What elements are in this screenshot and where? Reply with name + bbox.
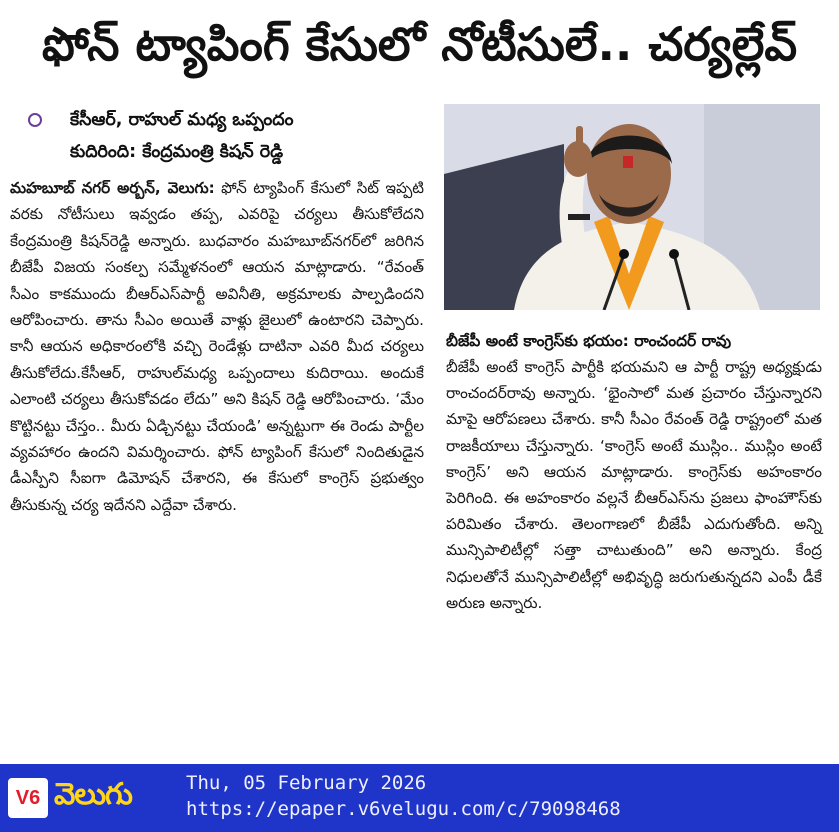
subheadline [28,104,428,168]
v6-logo-mark: V6 [8,778,48,818]
headline: ఫోన్ ట్యాపింగ్ కేసులో నోటీసులే.. చర్యల్లేవ్ [41,17,798,71]
velugu-brand-text: వెలుగు [54,777,132,812]
right-article-heading: బీజేపీ అంటే కాంగ్రెస్‌కు భయం: రాంచందర్ రావు [446,332,732,350]
dateline: మహబూబ్ నగర్ అర్బన్, వెలుగు: [10,179,215,197]
left-article-text [10,175,424,518]
footer-bar [0,764,839,832]
left-article-column [10,175,424,518]
subheadline-line-2: కుదిరింది: కేంద్రమంత్రి కిషన్ రెడ్డి [70,142,284,162]
left-article-body: ఫోన్ ట్యాపింగ్ కేసులో సిట్ ఇప్పటి వరకు నోటీసులు ఇవ్వడం తప్ప, ఎవరిపై చర్యలు తీసుకోలేదని కేంద్రమంత్రి కిషన్‌రెడ్డి అన్నారు. బుధవారం మహబూబ్‌నగర్‌లో జరిగిన బీజేపీ విజయ సంకల్ప సమ్మేళనంలో ఆయన మాట్లాడారు. “రేవంత్ సీఎం కాకముందు బీఆర్ఎస్‌పార్టీ అవినీతి, అక్రమాలకు పాల్పడిందని ఆరోపించారు. తాను సీఎం అయితే వాళ్లు జైలులో ఉంటారని చెప్పారు. కానీ ఆయన అధికారంలోకి వచ్చి రెండేళ్లు దాటినా ఎవరి మీద చర్యలు తీసుకోలేదు.కేసీఆర్, రాహుల్‌మధ్య ఒప్పందాలు కుదిరాయి. అందుకే ఎలాంటి చర్యలు తీసుకోవడం లేదు” అని కిషన్ రెడ్డి ఆరోపించారు. ‘మేం కొట్టినట్టు చేస్తం.. మీరు ఏడ్చినట్టు చేయండి’ అన్నట్టుగా ఈ రెండు పార్టీల వ్యవహారం ఉందని విమర్శించారు. ఫోన్ ట్యాపింగ్ కేసులో నిందితుడైన డీఎస్పీని సీఐగా డిమోషన్ చేశారని, ఈ కేసులో కాంగ్రెస్ ప్రభుత్వం తీసుకున్న చర్య ఇదేనని ఎద్దేవా చేశారు. [10,179,424,514]
publication-date: Thu, 05 February 2026 [186,772,427,794]
subheadline-line-1: కేసీఆర్, రాహుల్ మధ్య ఒప్పందం [70,110,294,130]
bullet-icon [28,113,42,127]
news-photo [444,104,820,310]
v6-velugu-logo[interactable] [8,770,168,826]
right-article-body: బీజేపీ అంటే కాంగ్రెస్ పార్టీకి భయమని ఆ పార్టీ రాష్ట్ర అధ్యక్షుడు రాంచందర్‌రావు అన్నారు. ‘భైంసాలో మత ప్రచారం చేస్తున్నారని మాపై ఆరోపణలు చేశారు. కానీ సీఎం రేవంత్ రెడ్డి రాష్ట్రంలో మత రాజకీయాలు చేస్తున్నారు. ‘కాంగ్రెస్ అంటే ముస్లిం.. ముస్లిం అంటే కాంగ్రెస్’ అని ఆయన మాట్లాడారు. కాంగ్రెస్‌కు అహంకారం పెరిగింది. ఈ అహంకారం వల్లనే బీఆర్ఎస్‌ను ప్రజలు ఫాంహౌస్‌కు పరిమితం చేశారు. తెలంగాణలో బీజేపీ ఎదుగుతోంది. అన్ని మున్సిపాలిటీల్లో సత్తా చాటుతుంది” అని అన్నారు. కేంద్ర నిధులతోనే మున్సిపాలిటీల్లో అభివృద్ధి జరుగుతున్నదని ఎంపీ డీకే అరుణ అన్నారు. [446,358,822,612]
footer-meta [186,770,621,822]
right-article-column [446,354,822,616]
speaker-photo-illustration [444,104,820,310]
epaper-url[interactable]: https://epaper.v6velugu.com/c/79098468 [186,798,621,820]
